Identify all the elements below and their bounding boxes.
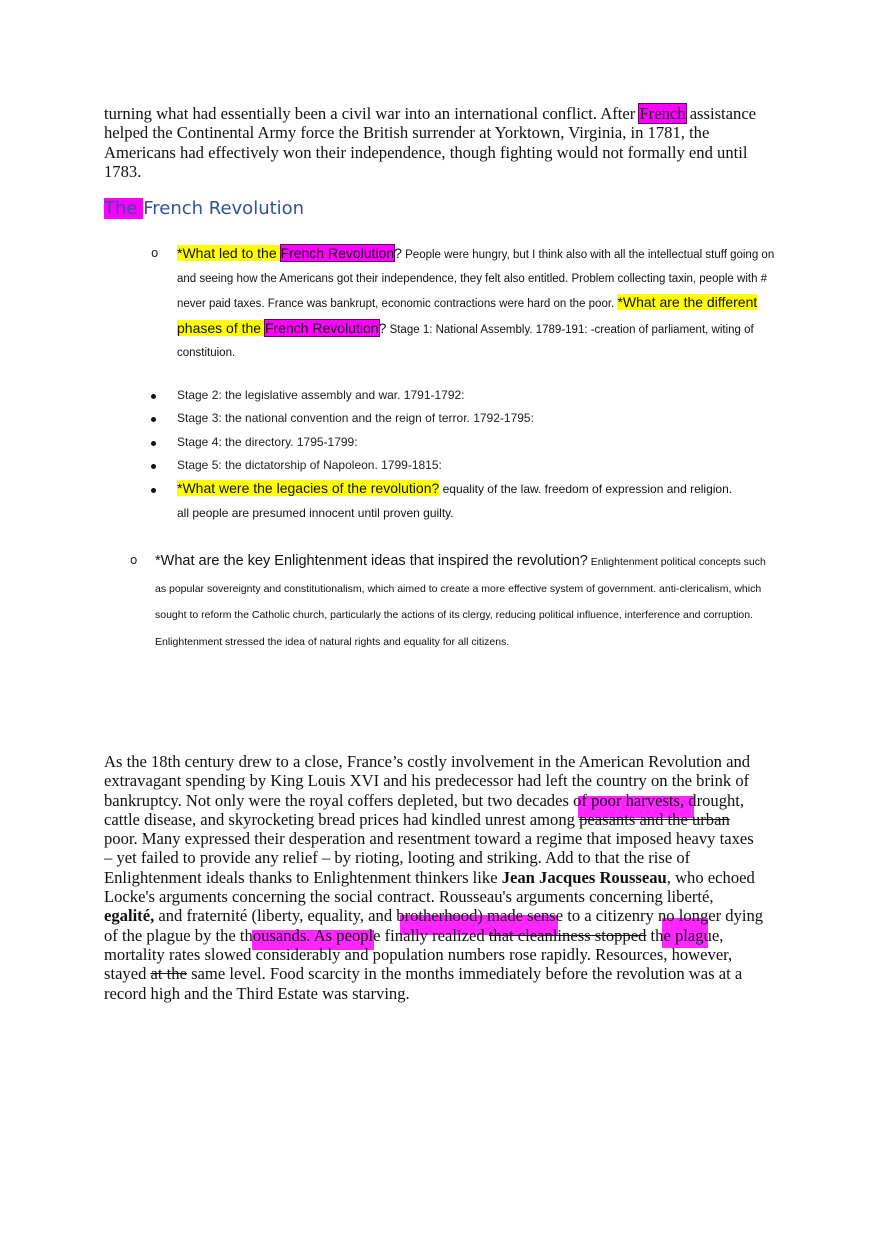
struck-text: peasants and the urban	[579, 809, 730, 829]
question-highlight: French Revolution	[280, 245, 395, 261]
question-text: *What led to the	[177, 245, 281, 261]
section-heading	[104, 198, 304, 219]
question-mark: ?	[378, 319, 387, 336]
bullet-dot-icon	[151, 464, 156, 469]
stage-item: Stage 2: the legislative assembly and war. 1791-1792:	[177, 388, 465, 402]
text-run: poor. Many expressed their desperation and resentment toward a regime that imposed heavy taxes – yet failed to provide any relief – by rioting, looting and striking. Add to that the rise of Enlightenment ideals thanks to Enlightenment thinkers like	[104, 829, 754, 887]
bullet-dot-icon	[151, 488, 156, 493]
circle-bullet-icon: o	[151, 246, 159, 260]
answer-text: Enlightenment political concepts such as popular sovereignty and constitutionalism, which aimed to create a more effective system of government. anti-clericalism, which sought to reform the Catholic church, particularly the actions of its clergy, reducing political influence, interference and corruption. Enlightenment stressed the idea of natural rights and equality for all citizens.	[155, 556, 766, 648]
bold-name: Jean Jacques Rousseau	[501, 867, 667, 887]
paragraph-intro	[104, 104, 764, 181]
text-run: same level. Food scarcity in the months immediately before the revolution was at a record high and the Third Estate was starving.	[104, 964, 743, 1003]
question-text: *What are the different phases of the	[177, 294, 758, 336]
paragraph-causes	[104, 752, 764, 1003]
bullet-dot-icon	[151, 417, 156, 422]
text-run: assistance helped the Continental Army force the British surrender at Yorktown, Virginia, in 1781, the Americans had effectively won their independence, though fighting would not formally end until 1783.	[104, 104, 757, 181]
struck-text: at the	[150, 964, 187, 984]
legacy-answer-line: all people are presumed innocent until proven guilty.	[177, 506, 454, 520]
bullet-dot-icon	[151, 394, 156, 399]
struck-text: that cleanliness stopped	[488, 925, 647, 945]
circle-bullet-icon: o	[130, 553, 138, 567]
heading-text: French Revolution	[143, 198, 305, 219]
answer-text: Stage 1: National Assembly. 1789-191: -creation of parliament, witing of constituion.	[177, 323, 754, 359]
question-mark: ?	[394, 245, 402, 261]
answer-text: People were hungry, but I think also with all the intellectual stuff going on and seeing how the Americans got their independence, they felt also entitled. Problem collecting taxin, people with # never paid taxes. France was bankrupt, economic contractions were hard on the poor.	[177, 249, 775, 310]
bold-word: egalité,	[104, 906, 155, 926]
text-run: and fraternité (liberty, equality, and brotherhood) made sense to a citizenry no longer dying of the plague by the thousands. As people finally realized	[104, 906, 764, 945]
question-highlight: French Revolution	[264, 319, 379, 336]
stage-item: Stage 5: the dictatorship of Napoleon. 1799-1815:	[177, 458, 442, 472]
question-block-causes	[177, 242, 777, 366]
legacy-question	[177, 480, 732, 496]
bullet-dot-icon	[151, 441, 156, 446]
question-text: *What are the key Enlightenment ideas that inspired the revolution?	[155, 553, 588, 569]
highlighted-word: French	[639, 104, 686, 123]
heading-highlight: The	[104, 198, 144, 219]
text-run: turning what had essentially been a civil war into an international conflict. After	[104, 104, 640, 123]
text-run: As the 18th century drew to a close, France’s costly involvement in the American Revolution and extravagant spending by King Louis XVI and his predecessor had left the country on the brink of bankruptcy. Not only were the royal coffers depleted, but two decades of poor harvests, drought, cattle disease, and skyrocketing bread prices had kindled unrest among	[104, 752, 751, 829]
answer-text: equality of the law. freedom of expression and religion.	[439, 482, 733, 496]
stage-item: Stage 4: the directory. 1795-1799:	[177, 435, 358, 449]
stage-item: Stage 3: the national convention and the reign of terror. 1792-1795:	[177, 411, 534, 425]
text-run: , who echoed Locke's arguments concerning the social contract. Rousseau's arguments concerning liberté,	[104, 867, 755, 907]
text-run: the plague, mortality rates slowed considerably and population numbers rose rapidly. Resources, however, stayed	[104, 925, 733, 984]
question-block-enlightenment	[155, 548, 775, 655]
question-text: *What were the legacies of the revolution?	[177, 480, 440, 496]
